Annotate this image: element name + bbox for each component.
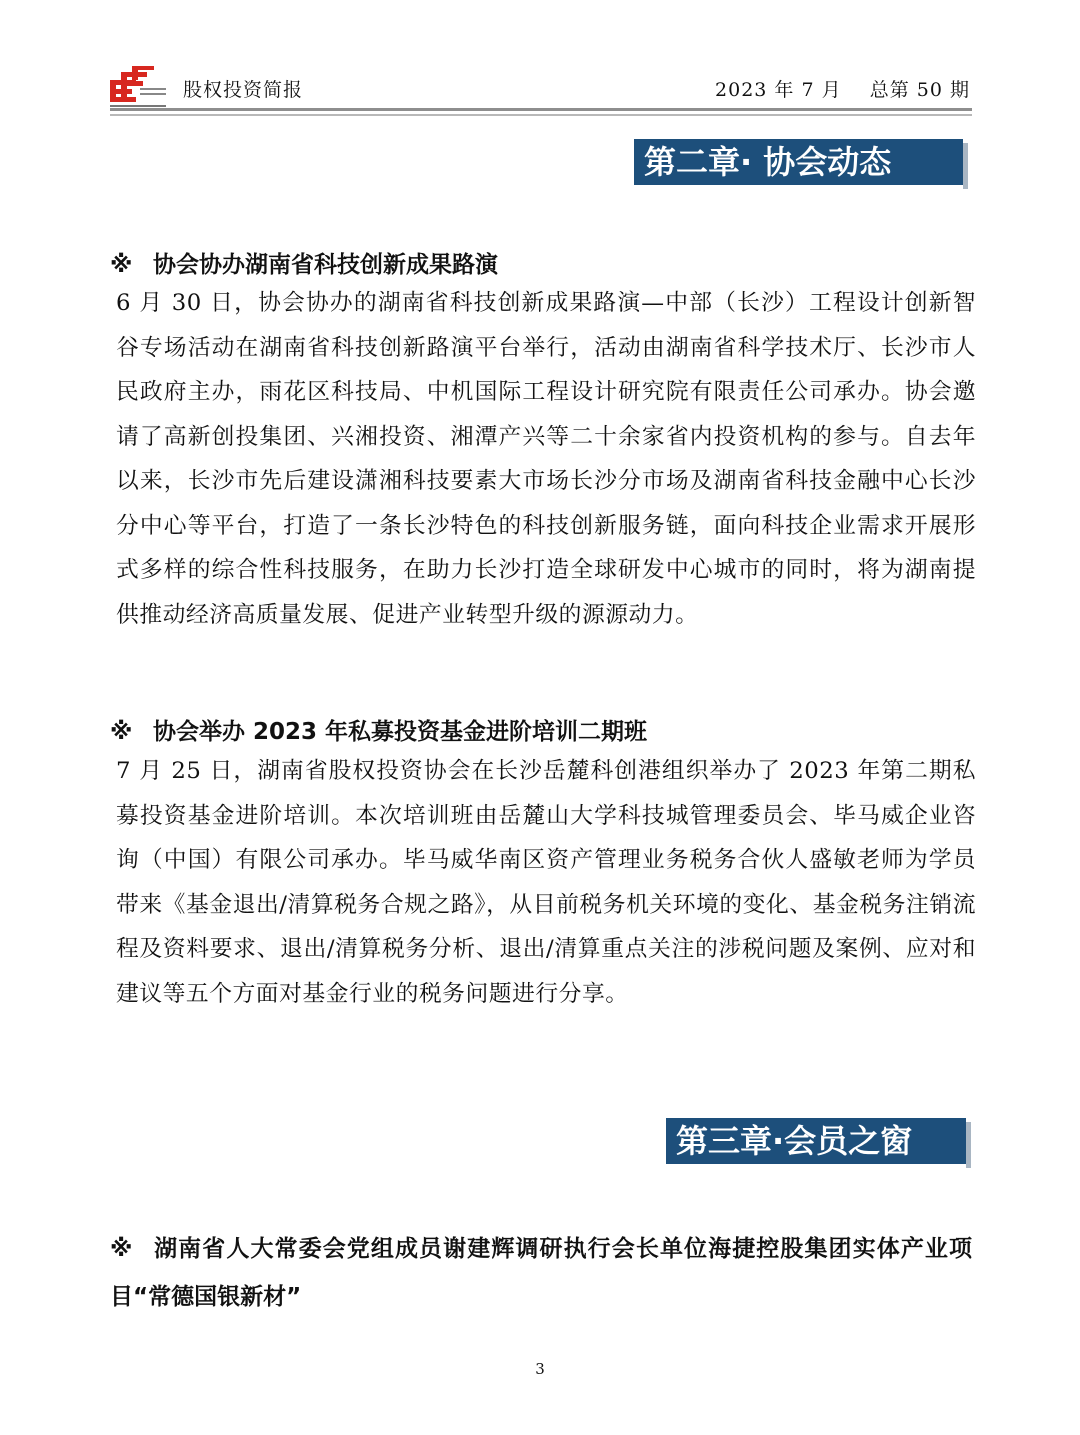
- chapter-banner-association-news: 第二章· 协会动态: [634, 139, 963, 185]
- section-heading: [110, 1225, 972, 1321]
- association-logo-icon: [110, 66, 174, 110]
- header-divider: [110, 108, 972, 111]
- section-title: 协会举办 2023 年私募投资基金进阶培训二期班: [153, 719, 648, 745]
- section-title: 湖南省人大常委会党组成员谢建辉调研执行会长单位海捷控股集团实体产业项目“常德国银新材”: [110, 1236, 972, 1310]
- newsletter-title: 股权投资简报: [183, 79, 304, 101]
- header-divider-thin: [110, 114, 972, 116]
- reference-mark: ※: [110, 719, 133, 745]
- reference-mark: ※: [110, 1236, 133, 1262]
- section-title: 协会协办湖南省科技创新成果路演: [153, 252, 498, 278]
- section-body: 6 月 30 日，协会协办的湖南省科技创新成果路演—中部（长沙）工程设计创新智谷专场活动在湖南省科技创新路演平台举行，活动由湖南省科学技术厅、长沙市人民政府主办，雨花区科技局、中机国际工程设计研究院有限责任公司承办。协会邀请了高新创投集团、兴湘投资、湘潭产兴等二十余家省内投资机构的参与。自去年以来，长沙市先后建设潇湘科技要素大市场长沙分市场及湖南省科技金融中心长沙分中心等平台，打造了一条长沙特色的科技创新服务链，面向科技企业需求开展形式多样的综合性科技服务，在助力长沙打造全球研发中心城市的同时，将为湖南提供推动经济高质量发展、促进产业转型升级的源源动力。: [116, 290, 976, 628]
- section-heading: [110, 710, 972, 754]
- page-number: 3: [535, 1360, 545, 1378]
- page-header: [0, 0, 1080, 120]
- chapter-banner-member-window: 第三章·会员之窗: [666, 1118, 966, 1164]
- reference-mark: ※: [110, 252, 133, 278]
- issue-info: 2023 年 7 月 总第 50 期: [715, 79, 970, 101]
- section-body: 7 月 25 日，湖南省股权投资协会在长沙岳麓科创港组织举办了 2023 年第二期私募投资基金进阶培训。本次培训班由岳麓山大学科技城管理委员会、毕马威企业咨询（中国）有限公司承办。毕马威华南区资产管理业务税务合伙人盛敏老师为学员带来《基金退出/清算税务合规之路》，从目前税务机关环境的变化、基金税务注销流程及资料要求、退出/清算税务分析、退出/清算重点关注的涉税问题及案例、应对和建议等五个方面对基金行业的税务问题进行分享。: [116, 758, 976, 1007]
